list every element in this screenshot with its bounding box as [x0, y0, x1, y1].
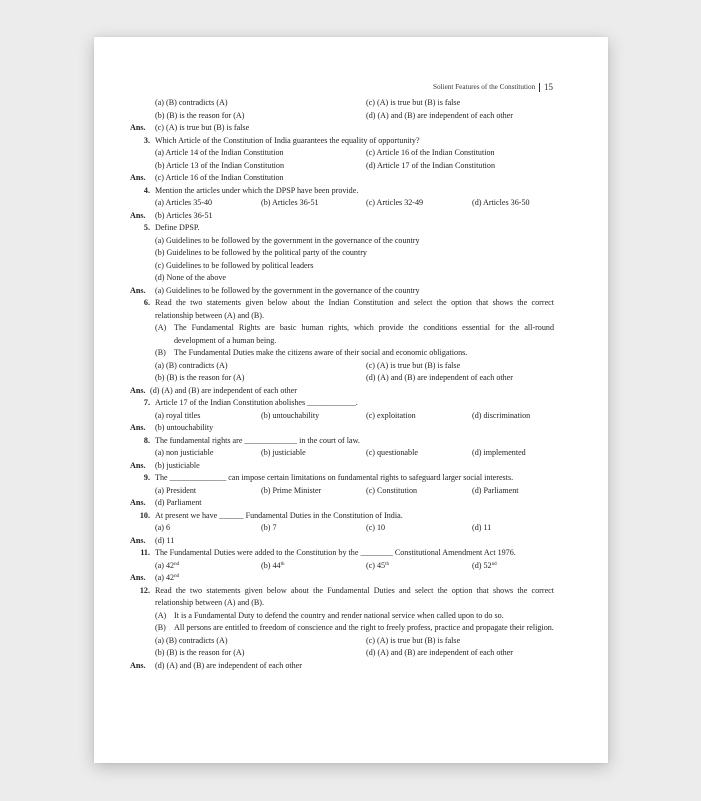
running-header: [433, 82, 553, 92]
option: (d) Articles 36-50: [472, 198, 530, 207]
statement-text: The Fundamental Duties make the citizens aware of their social and economic obligations.: [174, 348, 468, 357]
option: (c) (A) is true but (B) is false: [366, 635, 461, 645]
header-separator: [539, 83, 540, 92]
option: (d) Article 17 of the Indian Constitution: [366, 160, 496, 170]
question-text: Article 17 of the Indian Constitution abolishes ____________.: [155, 398, 358, 407]
question-number: 10.: [139, 510, 150, 520]
page-content: [130, 97, 554, 672]
answer-row: [130, 422, 554, 435]
statement-label: (A): [155, 610, 167, 620]
option: (b) (B) is the reason for (A): [155, 373, 245, 382]
option-text: (c) 45: [366, 560, 386, 570]
option-row: [130, 447, 554, 460]
option: (a) (B) contradicts (A): [155, 635, 228, 645]
option-row: [130, 485, 554, 498]
option-row: [130, 197, 554, 210]
answer-label: Ans.: [130, 385, 146, 395]
answer-text: (d) Parliament: [155, 498, 202, 507]
statement-row: [130, 322, 554, 347]
answer-text: (a) Guidelines to be followed by the government in the governance of the country: [155, 285, 420, 295]
option: (c) exploitation: [366, 410, 416, 420]
option: (c) questionable: [366, 448, 418, 457]
answer-label: Ans.: [130, 460, 146, 470]
option: (a) (B) contradicts (A): [155, 360, 228, 370]
ordinal-suffix: th: [280, 561, 285, 567]
option-row: [130, 110, 554, 123]
ordinal-suffix: nd: [174, 561, 180, 567]
question-text: Which Article of the Constitution of India guarantees the equality of opportunity?: [155, 135, 420, 145]
option: (d) 11: [472, 523, 492, 532]
option-row: [130, 372, 554, 385]
question-number: 12.: [139, 585, 150, 595]
question-row: [130, 397, 554, 410]
option: (c) Constitution: [366, 485, 418, 495]
answer-label: Ans.: [130, 173, 146, 182]
statement-text: It is a Fundamental Duty to defend the country and render national service when called upon to do so.: [174, 610, 504, 620]
question-number: 9.: [143, 473, 150, 482]
question-row: [130, 222, 554, 235]
statement-row: [130, 610, 554, 623]
answer-row: [130, 172, 554, 185]
running-title: Solient Features of the Constitution: [432, 83, 536, 91]
option: (a) 6: [155, 523, 171, 532]
option: [366, 560, 389, 573]
question-text: At present we have ______ Fundamental Duties in the Constitution of India.: [155, 510, 403, 520]
option: [261, 560, 284, 573]
option: (b) Prime Minister: [261, 485, 322, 495]
option-row: [130, 247, 554, 260]
question-text: Read the two statements given below about the Fundamental Duties and select the option that shows the correct relationship between (A) and (B).: [155, 585, 554, 607]
question-row: [130, 585, 554, 610]
answer-label: Ans.: [130, 423, 146, 432]
answer-label: Ans.: [130, 535, 146, 545]
option-row: [130, 360, 554, 373]
option-row: [130, 522, 554, 535]
statement-label: (B): [155, 623, 166, 632]
answer-text: (d) (A) and (B) are independent of each other: [155, 660, 302, 670]
option: (c) 10: [366, 523, 386, 532]
answer-row: [130, 210, 554, 223]
option-text: (d) 52: [472, 560, 492, 570]
answer-text: (c) (A) is true but (B) is false: [155, 123, 250, 132]
answer-label: Ans.: [130, 210, 146, 220]
statement-label: (B): [155, 348, 166, 357]
option: (a) Article 14 of the Indian Constitution: [155, 148, 284, 157]
option: (c) Guidelines to be followed by political leaders: [155, 260, 314, 270]
answer-label: Ans.: [130, 573, 146, 582]
option-row: [130, 272, 554, 285]
option-row: [130, 160, 554, 173]
answer-row: [130, 285, 554, 298]
question-text: Mention the articles under which the DPSP have been provide.: [155, 185, 359, 195]
answer-text: (d) 11: [155, 535, 175, 545]
question-text: Read the two statements given below about the Indian Constitution and select the option that shows the correct relationship between (A) and (B).: [155, 298, 554, 320]
question-number: 3.: [143, 135, 150, 145]
option: (c) (A) is true but (B) is false: [366, 360, 461, 370]
option: (b) (B) is the reason for (A): [155, 110, 245, 120]
option: (d) Parliament: [472, 485, 519, 495]
question-text: The ______________ can impose certain limitations on fundamental rights to safeguard larger social interests.: [155, 473, 514, 482]
option-text: (a) 42: [155, 560, 175, 570]
question-number: 5.: [143, 223, 150, 232]
answer-label: Ans.: [130, 660, 146, 670]
option: [155, 560, 179, 573]
question-number: 8.: [143, 435, 150, 445]
answer-row: [130, 572, 554, 585]
option: [472, 560, 497, 573]
question-row: [130, 135, 554, 148]
question-row: [130, 435, 554, 448]
option: (d) (A) and (B) are independent of each other: [366, 110, 513, 120]
option-row: [130, 410, 554, 423]
option: (d) (A) and (B) are independent of each other: [366, 373, 513, 382]
option: (a) non justiciable: [155, 448, 214, 457]
question-number: 7.: [143, 398, 150, 407]
answer-row: [130, 497, 554, 510]
option-row: [130, 147, 554, 160]
question-text: Define DPSP.: [155, 223, 200, 232]
answer-row: [130, 535, 554, 548]
question-text: The fundamental rights are _____________ in the court of law.: [155, 435, 360, 445]
answer-row: [130, 660, 554, 673]
question-number: 4.: [143, 185, 150, 195]
option: (d) None of the above: [155, 273, 227, 282]
option-row: [130, 97, 554, 110]
answer-label: Ans.: [130, 123, 146, 132]
answer-label: Ans.: [130, 498, 146, 507]
answer-value: (a) 42: [155, 573, 175, 582]
answer-text: (c) Article 16 of the Indian Constitution: [155, 173, 284, 182]
ordinal-suffix: th: [385, 561, 389, 567]
answer-text: [155, 572, 179, 585]
option-text: (b) 44: [261, 560, 281, 570]
option: (a) (B) contradicts (A): [155, 98, 228, 107]
option: (d) implemented: [472, 448, 526, 457]
statement-text: The Fundamental Rights are basic human rights, which provide the conditions essential for the all-round development of a human being.: [174, 323, 554, 345]
question-text: The Fundamental Duties were added to the Constitution by the ________ Constitutional Amendment Act 1976.: [155, 548, 516, 557]
option: (b) justiciable: [261, 448, 306, 457]
option-row: [130, 647, 554, 660]
answer-row: [130, 122, 554, 135]
question-row: [130, 510, 554, 523]
answer-text: (b) justiciable: [155, 460, 200, 470]
option-row: [130, 635, 554, 648]
question-number: 11.: [140, 548, 150, 557]
statement-row: [130, 622, 554, 635]
option-row: [130, 560, 554, 573]
page-number: 15: [544, 82, 553, 92]
answer-text: (b) untouchability: [155, 423, 214, 432]
answer-row: [130, 460, 554, 473]
question-row: [130, 185, 554, 198]
option: (a) Guidelines to be followed by the government in the governance of the country: [155, 235, 420, 245]
option: (c) (A) is true but (B) is false: [366, 98, 461, 107]
option-row: [130, 235, 554, 248]
option: (a) President: [155, 485, 197, 495]
answer-text: (d) (A) and (B) are independent of each other: [150, 385, 297, 395]
statement-row: [130, 347, 554, 360]
question-number: 6.: [143, 298, 150, 307]
option: (d) (A) and (B) are independent of each other: [366, 648, 513, 657]
option: (a) royal titles: [155, 410, 201, 420]
question-row: [130, 472, 554, 485]
ordinal-suffix: nd: [174, 574, 180, 579]
statement-label: (A): [155, 323, 167, 332]
option: (b) Article 13 of the Indian Constitution: [155, 160, 285, 170]
question-row: [130, 547, 554, 560]
option: (c) Article 16 of the Indian Constitution: [366, 148, 495, 157]
book-page: [94, 37, 608, 763]
option: (b) 7: [261, 523, 277, 532]
statement-text: All persons are entitled to freedom of conscience and the right to freely profess, practice and propagate their religion.: [174, 623, 554, 632]
option-row: [130, 260, 554, 273]
option: (b) Guidelines to be followed by the political party of the country: [155, 248, 367, 257]
answer-row: [130, 385, 554, 398]
ordinal-suffix: nd: [491, 561, 497, 567]
answer-label: Ans.: [130, 285, 146, 295]
question-row: [130, 297, 554, 322]
answer-text: (b) Articles 36-51: [155, 210, 213, 220]
option: (a) Articles 35-40: [155, 198, 213, 207]
option: (b) (B) is the reason for (A): [155, 648, 245, 657]
option: (b) untouchability: [261, 410, 320, 420]
option: (d) discrimination: [472, 410, 531, 420]
option: (b) Articles 36-51: [261, 198, 319, 207]
option: (c) Articles 32-49: [366, 198, 424, 207]
